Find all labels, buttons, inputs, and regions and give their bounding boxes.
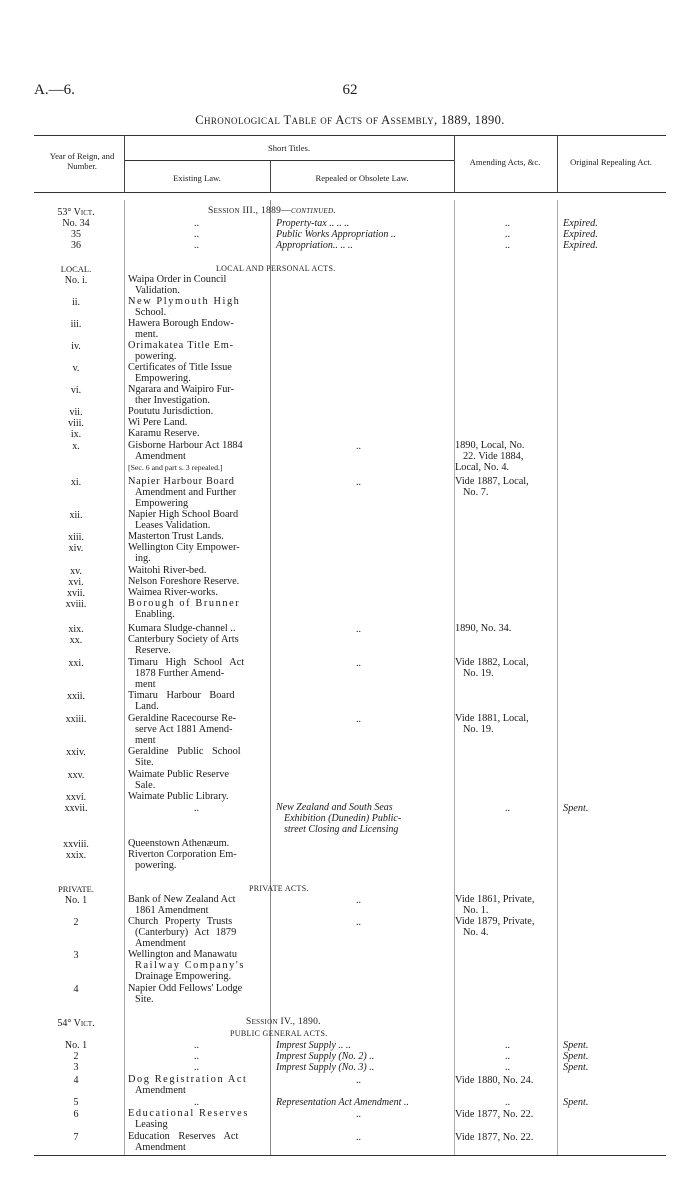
act-number: xix. xyxy=(68,624,84,635)
title-line: ing. xyxy=(135,553,151,564)
amending-cell xyxy=(455,916,555,938)
existing-law-cell xyxy=(128,713,265,746)
original-cell: Expired. xyxy=(563,240,598,251)
title-line: Land. xyxy=(135,701,159,712)
act-number: xvi. xyxy=(68,577,84,588)
title-line: Timaru High School Act xyxy=(128,657,245,668)
act-number: xxvii. xyxy=(64,803,88,814)
amend-line: No. 1. xyxy=(463,905,489,916)
amending-cell: .. xyxy=(505,1040,510,1051)
existing-law-cell xyxy=(128,428,265,439)
original-cell: Expired. xyxy=(563,229,598,240)
existing-law-cell xyxy=(128,1131,265,1153)
amending-cell: .. xyxy=(505,1051,510,1062)
section-heading-local: LOCAL AND PERSONAL ACTS. xyxy=(216,264,336,273)
repeal-note: [Sec. 6 and part s. 3 repealed.] xyxy=(128,463,223,472)
act-number: xiv. xyxy=(68,543,84,554)
repealed-law-cell: .. xyxy=(356,477,361,488)
existing-law-cell: .. xyxy=(194,229,199,240)
original-col-line xyxy=(557,200,558,1155)
existing-law-cell xyxy=(128,576,265,587)
amending-cell xyxy=(455,894,555,916)
amend-line: 1890, Local, No. xyxy=(455,440,525,451)
act-number: 36 xyxy=(71,240,81,251)
existing-law-cell: .. xyxy=(194,1051,199,1062)
existing-law-cell: .. xyxy=(194,1062,199,1073)
existing-law-cell xyxy=(128,657,265,690)
original-cell: Spent. xyxy=(563,1040,589,1051)
title-line: powering. xyxy=(135,860,177,871)
col-header-existing: Existing Law. xyxy=(173,173,221,183)
existing-law-cell xyxy=(128,894,265,916)
amend-line: Vide 1887, Local, xyxy=(455,476,529,487)
amending-cell xyxy=(455,657,555,679)
existing-law-cell xyxy=(128,384,265,406)
amend-line: Vide 1882, Local, xyxy=(455,657,529,668)
act-number: xxviii. xyxy=(63,839,89,850)
section-subheading: PUBLIC GENERAL ACTS. xyxy=(230,1029,328,1038)
original-cell: Spent. xyxy=(563,1062,589,1073)
title-line: Wellington City Empower- xyxy=(128,542,240,553)
repealed-line: New Zealand and South Seas xyxy=(276,802,393,813)
page-reference: A.—6. xyxy=(34,82,75,98)
act-number: viii. xyxy=(68,418,84,429)
repealed-law-cell: .. xyxy=(356,658,361,669)
act-number: xxi. xyxy=(68,658,84,669)
repealed-line: Exhibition (Dunedin) Public- xyxy=(284,813,402,824)
title-line: ment. xyxy=(135,329,159,340)
title-line: Amendment and Further xyxy=(135,487,237,498)
title-line: Educational Reserves xyxy=(128,1108,249,1119)
repealed-law-cell: .. xyxy=(356,714,361,725)
original-cell: Spent. xyxy=(563,1097,589,1108)
original-cell: Expired. xyxy=(563,218,598,229)
amend-line: Local, No. 4. xyxy=(455,462,510,473)
act-number: 3 xyxy=(73,1062,79,1073)
existing-law-cell xyxy=(128,318,265,340)
title-line: Drainage Empowering. xyxy=(135,971,232,982)
existing-law-cell xyxy=(128,791,265,802)
title-line: Empowering. xyxy=(135,373,191,384)
repealed-law-cell xyxy=(276,802,448,835)
title-line: Timaru Harbour Board xyxy=(128,690,235,701)
existing-law-cell xyxy=(128,542,265,564)
title-line: Waimate Public Library. xyxy=(128,791,229,802)
amending-cell: .. xyxy=(505,229,510,240)
original-cell: Spent. xyxy=(563,803,589,814)
title-line: Site. xyxy=(135,994,154,1005)
act-number: xxii. xyxy=(66,691,86,702)
title-line: Napier Odd Fellows' Lodge xyxy=(128,983,243,994)
section-heading: Session IV., 1890. xyxy=(246,1017,321,1027)
section-heading-text: Session III., 1889— xyxy=(208,206,291,216)
title-line: 1861 Amendment xyxy=(135,905,209,916)
amending-cell: .. xyxy=(505,240,510,251)
act-number: xvii. xyxy=(66,588,86,599)
title-line: Wellington and Manawatu xyxy=(128,949,237,960)
amend-line: Vide 1881, Local, xyxy=(455,713,529,724)
act-number: vii. xyxy=(69,407,83,418)
existing-law-cell: .. xyxy=(194,240,199,251)
act-number: No. 34 xyxy=(62,218,90,229)
existing-law-cell xyxy=(128,634,265,656)
existing-law-cell xyxy=(128,440,265,473)
repealed-law-cell: .. xyxy=(356,624,361,635)
amending-cell: .. xyxy=(505,803,510,814)
existing-law-cell xyxy=(128,849,265,871)
title-line: New Plymouth High xyxy=(128,296,241,307)
title-line: powering. xyxy=(135,351,177,362)
act-number: xv. xyxy=(70,566,82,577)
amending-cell: .. xyxy=(505,1062,510,1073)
repealed-law-cell: Imprest Supply .. .. xyxy=(276,1040,351,1051)
existing-law-cell xyxy=(128,406,265,417)
act-number: xxiii. xyxy=(65,714,87,725)
existing-law-cell xyxy=(128,476,265,509)
title-line: Bank of New Zealand Act xyxy=(128,894,236,905)
existing-law-cell: .. xyxy=(194,1097,199,1108)
act-number: 6 xyxy=(73,1109,79,1120)
col-header-amending: Amending Acts, &c. xyxy=(469,157,541,167)
act-number: No. 1 xyxy=(64,1040,88,1051)
col-header-short-titles: Short Titles. xyxy=(267,143,311,153)
amending-cell: Vide 1877, No. 22. xyxy=(455,1132,534,1143)
page-title: Chronological Table of Acts of Assembly, 1889, 1890. xyxy=(195,113,505,127)
existing-law-cell xyxy=(128,274,265,296)
amending-cell xyxy=(455,440,555,473)
amend-line: No. 19. xyxy=(463,668,494,679)
title-line: Certificates of Title Issue xyxy=(128,362,232,373)
existing-law-cell xyxy=(128,417,265,428)
table-top-rule xyxy=(34,135,666,136)
page-number: 62 xyxy=(342,82,358,98)
repealed-line: street Closing and Licensing xyxy=(284,824,399,835)
act-number: xxv. xyxy=(67,770,85,781)
act-number: iii. xyxy=(70,319,82,330)
section-heading-continued: continued. xyxy=(290,206,337,216)
title-line: ment xyxy=(135,735,156,746)
title-line: Masterton Trust Lands. xyxy=(128,531,224,542)
title-line: ment xyxy=(135,679,156,690)
title-line: Napier Harbour Board xyxy=(128,476,235,487)
act-number: xii. xyxy=(69,510,83,521)
amending-cell xyxy=(455,476,555,498)
existing-law-cell: .. xyxy=(194,1040,199,1051)
title-line: Hawera Borough Endow- xyxy=(128,318,234,329)
existing-law-cell xyxy=(128,531,265,542)
title-line: Waimea River-works. xyxy=(128,587,218,598)
title-line: Kumara Sludge-channel .. xyxy=(128,623,236,634)
act-number: xxvi. xyxy=(65,792,87,803)
act-number: 2 xyxy=(73,1051,79,1062)
act-number: No. i. xyxy=(64,275,88,286)
repealed-law-cell: Appropriation.. .. .. xyxy=(276,240,353,251)
title-line: Amendment xyxy=(135,451,186,462)
act-number: iv. xyxy=(71,341,81,352)
title-line: Waitohi River-bed. xyxy=(128,565,207,576)
title-line: Reserve. xyxy=(135,645,171,656)
amend-line: Vide 1879, Private, xyxy=(455,916,535,927)
act-number: 5 xyxy=(73,1097,79,1108)
act-number: xxix. xyxy=(65,850,87,861)
existing-law-cell xyxy=(128,1074,265,1096)
amending-cell: Vide 1877, No. 22. xyxy=(455,1109,534,1120)
existing-law-cell xyxy=(128,587,265,598)
title-line: 1878 Further Amend- xyxy=(135,668,225,679)
act-number: 4 xyxy=(73,1075,79,1086)
existing-law-cell xyxy=(128,983,265,1005)
existing-law-cell: .. xyxy=(194,218,199,229)
repealed-law-cell: .. xyxy=(356,1075,361,1086)
title-line: (Canterbury) Act 1879 xyxy=(135,927,237,938)
title-line: Site. xyxy=(135,757,154,768)
amend-line: No. 19. xyxy=(463,724,494,735)
title-line: Queenstown Athenæum. xyxy=(128,838,230,849)
act-number: xiii. xyxy=(68,532,84,543)
act-number: 3 xyxy=(73,950,79,961)
act-number: xi. xyxy=(70,477,82,488)
repealed-law-cell: Imprest Supply (No. 3) .. xyxy=(276,1062,375,1073)
repealed-law-cell: Public Works Appropriation .. xyxy=(276,229,396,240)
col-header-repealed: Repealed or Obsolete Law. xyxy=(315,173,409,183)
act-number: xxiv. xyxy=(66,747,86,758)
reign-label: 54° Vict. xyxy=(57,1018,95,1029)
amend-line: No. 4. xyxy=(463,927,489,938)
existing-law-cell xyxy=(128,509,265,531)
title-line: Dog Registration Act xyxy=(128,1074,248,1085)
repealed-law-cell: .. xyxy=(356,441,361,452)
act-number: No. 1 xyxy=(64,895,88,906)
existing-law-cell xyxy=(128,838,265,849)
act-number: v. xyxy=(72,363,80,374)
col-header-year: Year of Reign, and Number. xyxy=(49,151,115,171)
title-line: Nelson Foreshore Reserve. xyxy=(128,576,240,587)
title-line: Ngarara and Waipiro Fur- xyxy=(128,384,234,395)
existing-law-cell xyxy=(128,916,265,949)
amend-line: 22. Vide 1884, xyxy=(463,451,524,462)
title-line: Waimate Public Reserve xyxy=(128,769,229,780)
amending-cell: Vide 1880, No. 24. xyxy=(455,1075,534,1086)
existing-law-cell: .. xyxy=(194,803,199,814)
existing-law-cell xyxy=(128,598,265,620)
repealed-law-cell: .. xyxy=(356,1132,361,1143)
title-line: Amendment xyxy=(135,1142,186,1153)
existing-law-cell xyxy=(128,769,265,791)
act-number: xx. xyxy=(69,635,83,646)
title-line: Empowering xyxy=(135,498,189,509)
existing-law-cell xyxy=(128,1108,265,1130)
title-line: Gisborne Harbour Act 1884 xyxy=(128,440,243,451)
title-line: Leasing xyxy=(135,1119,168,1130)
repealed-law-cell: .. xyxy=(356,1109,361,1120)
repealed-law-cell: .. xyxy=(356,917,361,928)
reign-label: 53° Vict. xyxy=(57,207,95,218)
title-line: Waipa Order in Council xyxy=(128,274,227,285)
title-line: Borough of Brunner xyxy=(128,598,241,609)
act-number: ix. xyxy=(70,429,82,440)
section-label-private: PRIVATE. xyxy=(58,884,94,894)
title-line: Karamu Reserve. xyxy=(128,428,200,439)
short-titles-rule xyxy=(124,160,454,161)
title-line: Church Property Trusts xyxy=(128,916,233,927)
title-line: ther Investigation. xyxy=(135,395,210,406)
title-line: Amendment xyxy=(135,1085,186,1096)
title-line: serve Act 1881 Amend- xyxy=(135,724,233,735)
title-line: Validation. xyxy=(135,285,180,296)
col-divider-4 xyxy=(557,135,558,193)
title-line: Canterbury Society of Arts xyxy=(128,634,239,645)
act-number: 2 xyxy=(73,917,79,928)
repealed-law-cell: Imprest Supply (No. 2) .. xyxy=(276,1051,375,1062)
section-label-local: LOCAL. xyxy=(60,264,92,274)
repealed-law-cell: Property-tax .. .. .. xyxy=(276,218,350,229)
repealed-col-line xyxy=(270,200,271,1155)
act-number: 7 xyxy=(73,1132,79,1143)
amending-cell xyxy=(455,623,555,634)
title-line: Wi Pere Land. xyxy=(128,417,188,428)
existing-law-cell xyxy=(128,746,265,768)
amend-line: Vide 1861, Private, xyxy=(455,894,535,905)
act-number: ii. xyxy=(71,297,81,308)
title-line: Amendment xyxy=(135,938,186,949)
existing-law-cell xyxy=(128,340,265,362)
existing-law-cell xyxy=(128,623,265,634)
title-line: Education Reserves Act xyxy=(128,1131,239,1142)
act-number: 4 xyxy=(73,984,79,995)
amending-cell: .. xyxy=(505,1097,510,1108)
act-number: vi. xyxy=(70,385,82,396)
title-line: School. xyxy=(135,307,167,318)
section-heading-private: PRIVATE ACTS. xyxy=(249,884,309,893)
act-number: x. xyxy=(72,441,80,452)
col-divider-3 xyxy=(454,135,455,193)
repealed-law-cell: .. xyxy=(356,895,361,906)
section-heading xyxy=(208,206,336,216)
existing-law-cell xyxy=(128,949,265,982)
act-number: xviii. xyxy=(65,599,87,610)
act-number: 35 xyxy=(71,229,81,240)
table-header-rule xyxy=(34,192,666,193)
repealed-law-cell: Representation Act Amendment .. xyxy=(276,1097,409,1108)
title-line: Enabling. xyxy=(135,609,175,620)
existing-law-cell xyxy=(128,690,265,712)
existing-law-cell xyxy=(128,362,265,384)
title-line: Leases Validation. xyxy=(135,520,211,531)
title-line: Geraldine Racecourse Re- xyxy=(128,713,237,724)
title-line: Sale. xyxy=(135,780,156,791)
title-line: Geraldine Public School xyxy=(128,746,241,757)
amending-cell xyxy=(455,713,555,735)
original-cell: Spent. xyxy=(563,1051,589,1062)
title-line: Poututu Jurisdiction. xyxy=(128,406,214,417)
title-line: Orimakatea Title Em- xyxy=(128,340,234,351)
amend-line: 1890, No. 34. xyxy=(455,623,512,634)
title-line: Riverton Corporation Em- xyxy=(128,849,237,860)
existing-col-line xyxy=(124,200,125,1155)
col-header-original: Original Repealing Act. xyxy=(570,157,652,167)
amend-line: No. 7. xyxy=(463,487,489,498)
title-line: Railway Company's xyxy=(135,960,245,971)
title-line: Napier High School Board xyxy=(128,509,239,520)
amending-cell: .. xyxy=(505,218,510,229)
table-bottom-rule xyxy=(34,1155,666,1156)
existing-law-cell xyxy=(128,296,265,318)
existing-law-cell xyxy=(128,565,265,576)
